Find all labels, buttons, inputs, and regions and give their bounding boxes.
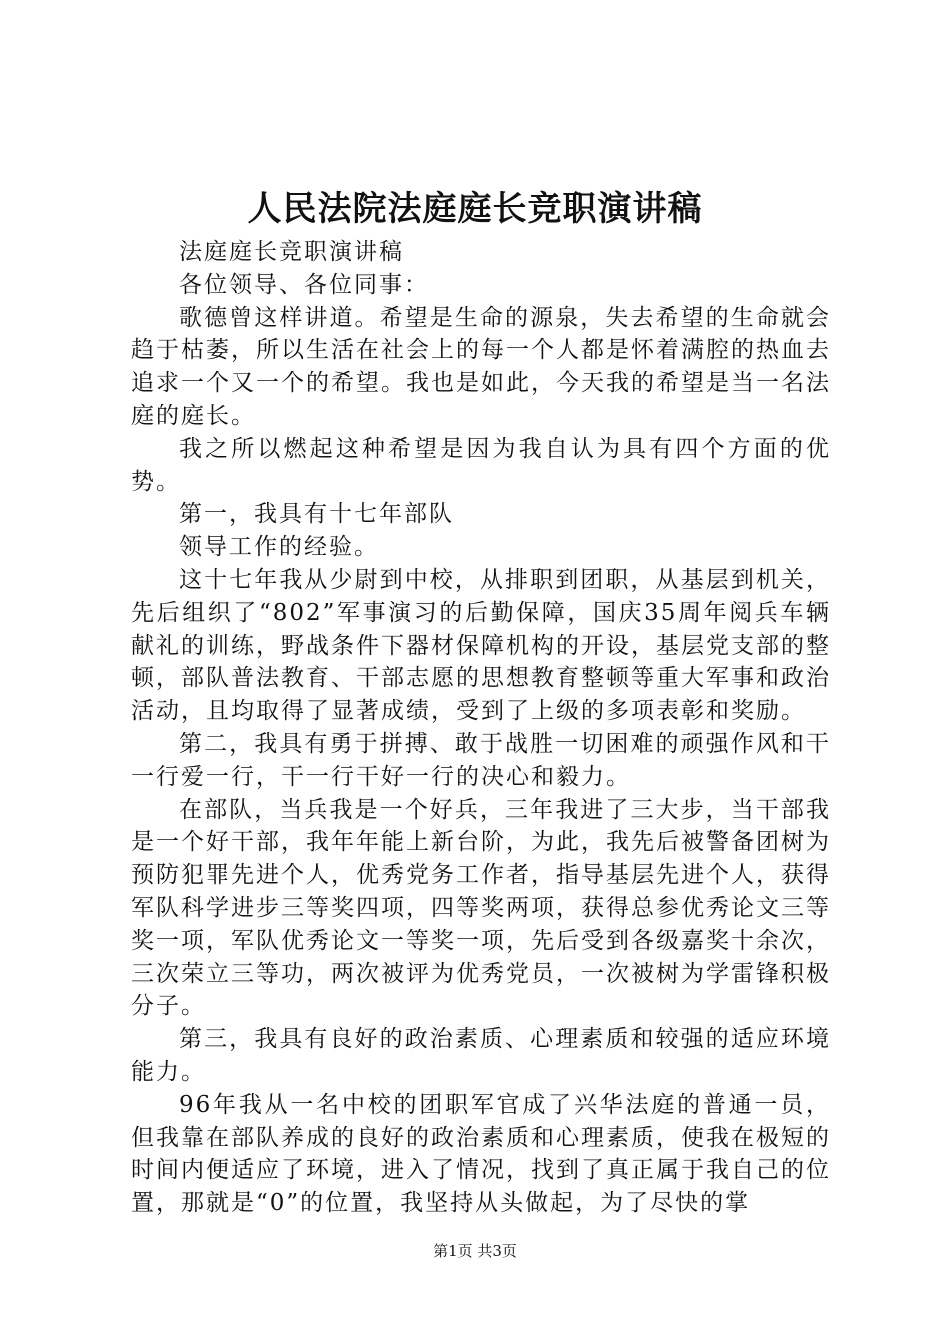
paragraph: 各位领导、各位同事：: [179, 271, 429, 298]
paragraph: 第一，我具有十七年部队: [179, 501, 454, 528]
paragraph: 在部队，当兵我是一个好兵，三年我进了三大步，当干部我是一个好干部，我年年能上新台阶，为此，我先后被警备团树为预防犯罪先进个人，优秀党务工作者，指导基层先进个人，获得军队科学进步三等奖四项，四等奖两项，获得总参优秀论文三等奖一项，军队优秀论文一等奖一项，先后受到各级嘉奖十余次，三次荣立三等功，两次被评为优秀党员，一次被树为学雷锋积极分子。: [131, 796, 831, 1020]
paragraph: 96年我从一名中校的团职军官成了兴华法庭的普通一员，但我靠在部队养成的良好的政治素质和心理素质，使我在极短的时间内便适应了环境，进入了情况，找到了真正属于我自己的位置，那就是“0”的位置，我坚持从头做起，为了尽快的掌: [131, 1091, 831, 1217]
document-title: 人民法院法庭庭长竞职演讲稿: [247, 189, 703, 229]
paragraph: 这十七年我从少尉到中校，从排职到团职，从基层到机关，先后组织了“802”军事演习的后勤保障，国庆35周年阅兵车辆献礼的训练，野战条件下器材保障机构的开设，基层党支部的整顿，部队普法教育、干部志愿的思想教育整顿等重大军事和政治活动，且均取得了显著成绩，受到了上级的多项表彰和奖励。: [131, 566, 831, 725]
paragraph: 第二，我具有勇于拼搏、敢于战胜一切困难的顽强作风和干一行爱一行，干一行干好一行的决心和毅力。: [131, 730, 831, 790]
paragraph: 我之所以燃起这种希望是因为我自认为具有四个方面的优势。: [131, 435, 831, 495]
paragraph: 第三，我具有良好的政治素质、心理素质和较强的适应环境能力。: [131, 1026, 831, 1085]
paragraph: 领导工作的经验。: [179, 534, 379, 561]
paragraph: 歌德曾这样讲道。希望是生命的源泉，失去希望的生命就会趋于枯萎，所以生活在社会上的每一个人都是怀着满腔的热血去追求一个又一个的希望。我也是如此，今天我的希望是当一名法庭的庭长。: [131, 304, 831, 429]
document-body: [131, 236, 831, 1220]
paragraph: 法庭庭长竞职演讲稿: [179, 239, 404, 265]
page-footer: 第1页 共3页: [433, 1242, 517, 1260]
